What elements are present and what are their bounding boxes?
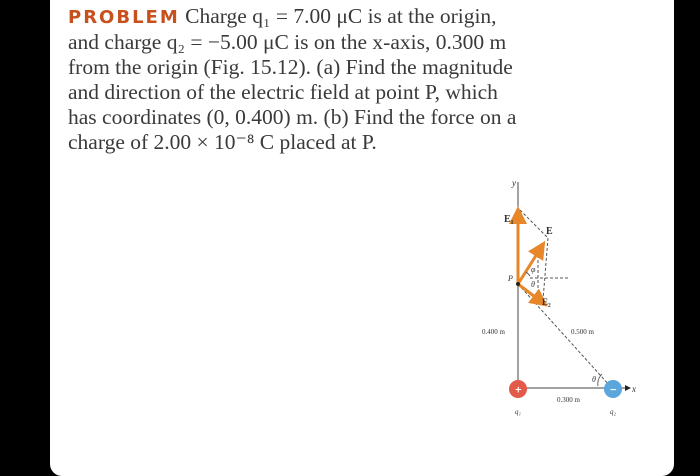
y-axis-label: y [512,178,516,188]
phi-arc [526,272,530,276]
problem-line-4: and direction of the electric field at point P, which [68,80,498,104]
point-p [516,282,520,286]
q2-label: q₂ [610,408,616,416]
parallelogram-dashed-side [543,238,548,300]
problem-line-3: from the origin (Fig. 15.12). (a) Find the magnitude [68,55,513,79]
theta-label-bottom: θ [592,375,596,384]
e1-label: E₁ [504,214,514,225]
theta-label-top: θ [531,280,535,289]
problem-card [50,0,674,476]
problem-line-2: and charge q₂ = −5.00 μC is on the x-axis, 0.300 m [68,30,507,54]
problem-line-1-text: Charge q₁ = 7.00 μC is at the origin, [185,4,497,28]
problem-line-5: has coordinates (0, 0.400) m. (b) Find the force on a [68,105,517,129]
e-label: E [546,226,553,237]
dim-vertical-label: 0.400 m [482,328,505,336]
theta-arc-bottom [598,374,602,386]
parallelogram-dashed-top [520,210,548,238]
dim-diagonal-label: 0.500 m [571,328,594,336]
problem-line-6: charge of 2.00 × 10⁻⁸ C placed at P. [68,130,377,154]
phi-label: φ [531,265,536,274]
q1-sign: + [514,385,523,396]
dim-horizontal-label: 0.300 m [557,396,580,404]
diagonal-dashed-line [518,284,610,386]
q1-label: q₁ [515,408,521,416]
e2-label: E₂ [542,297,551,307]
point-p-label: P [508,274,513,283]
x-axis-label: x [632,384,636,394]
q2-sign: − [609,385,618,396]
field-diagram [50,0,674,476]
problem-keyword: PROBLEM [68,7,180,28]
